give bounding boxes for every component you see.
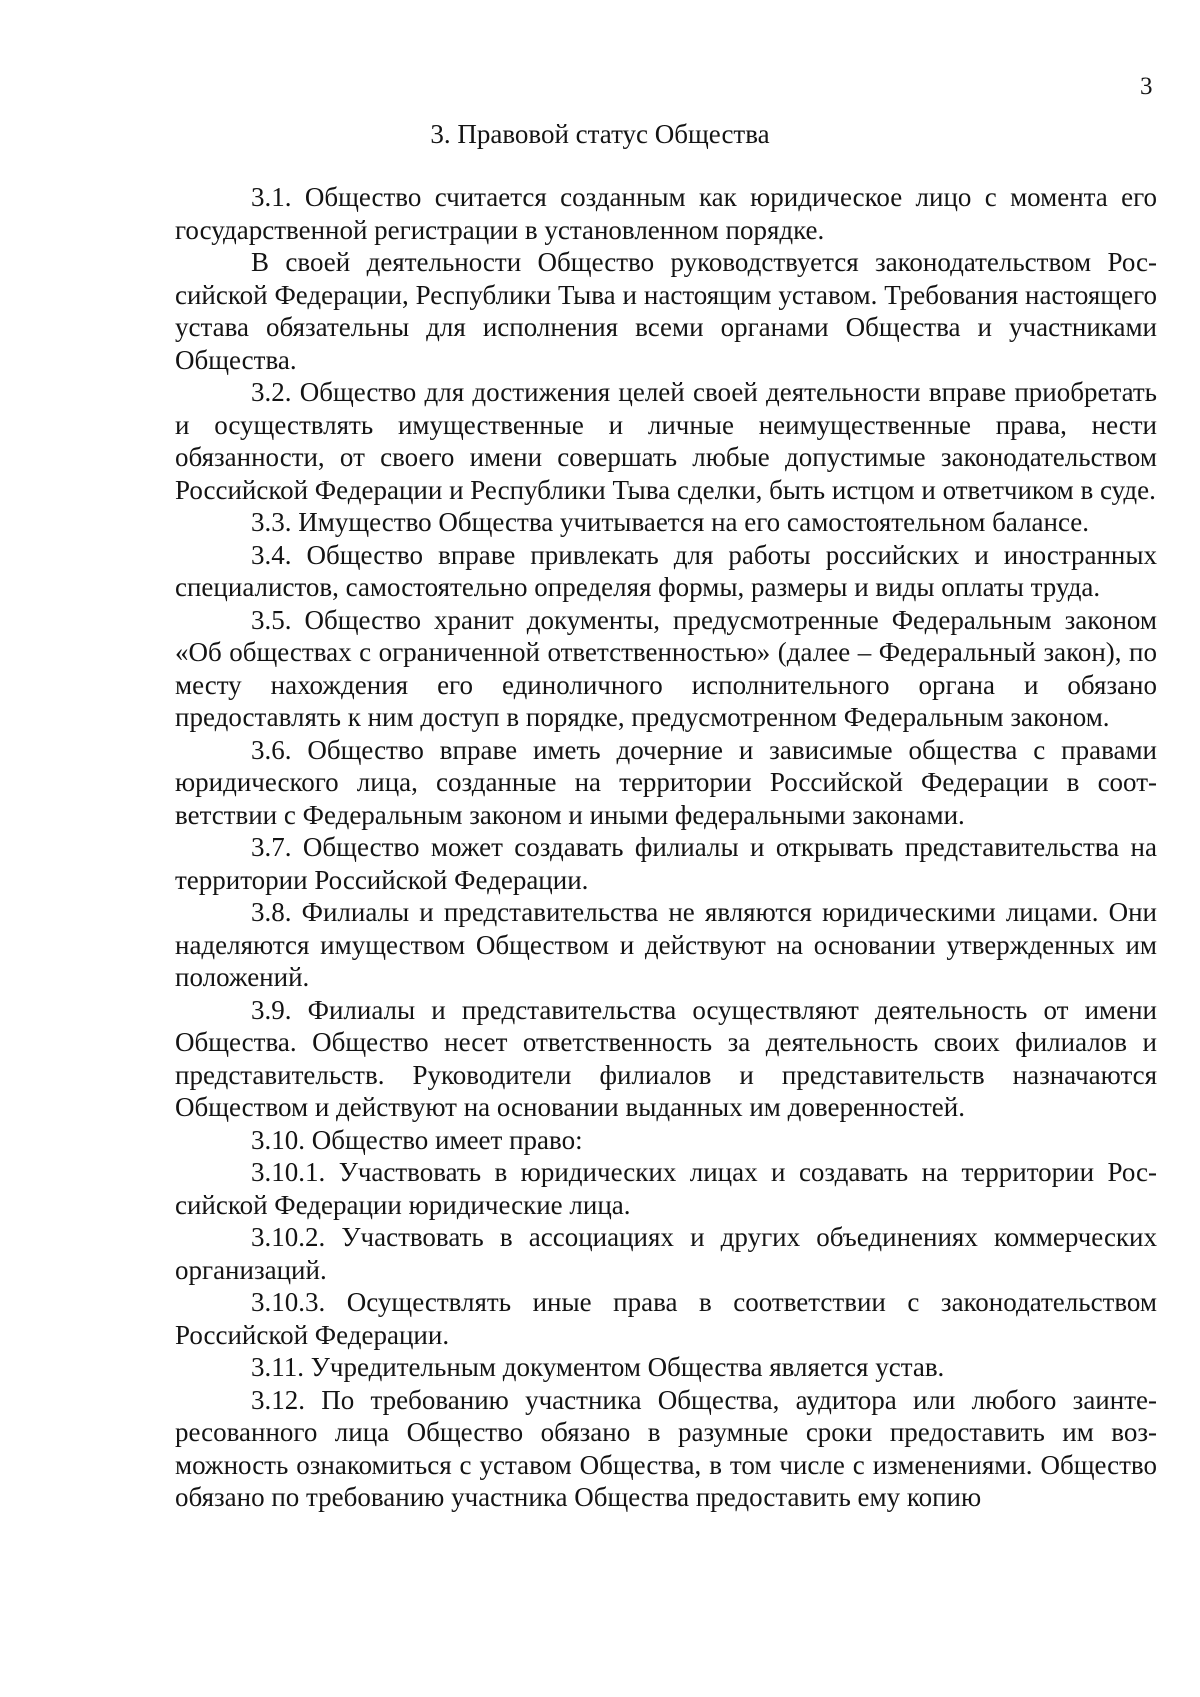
paragraph-3-10-1: 3.10.1. Участвовать в юридических лицах и создавать на территории Российской Федерации юридические лица. [175,1157,1157,1220]
section-title: 3. Правовой статус Общества [430,119,770,149]
paragraph-3-1: 3.1. Общество считается созданным как юридическое лицо с момента его государственной регистрации в установленном порядке. [175,182,1157,245]
document-body [175,181,1157,1514]
paragraph-3-8: 3.8. Филиалы и представительства не являются юридическими лицами. Они наделяются имуществом Обществом и действуют на основании утвержденных им положений. [175,897,1157,992]
paragraph-3-4: 3.4. Общество вправе привлекать для работы российских и иностранных специалистов, самостоятельно определяя формы, размеры и виды оплаты труда. [175,539,1157,602]
paragraph-3-1-legislation: В своей деятельности Общество руководствуется законодательством Российской Федерации, Республики Тыва и настоящим уставом. Требования настоящего устава обязательны для исполнения всеми органами Общества и участниками Общества. [175,247,1157,375]
paragraph-3-11: 3.11. Учредительным документом Общества является устав. [251,1352,945,1382]
paragraph-3-10-2: 3.10.2. Участвовать в ассоциациях и других объединениях коммерческих организаций. [175,1222,1157,1285]
paragraph-3-5: 3.5. Общество хранит документы, предусмотренные Федеральным законом «Об обществах с ограниченной ответственностью» (далее – Федеральный закон), по месту нахождения его единоличного исполнительного органа и обязано предоставлять к ним доступ в порядке, предусмотренном Федеральным законом. [175,604,1157,732]
page-number: 3 [1140,73,1153,100]
paragraph-3-9: 3.9. Филиалы и представительства осуществляют деятельность от имени Общества. Общество несет ответственность за деятельность своих филиалов и представительств. Руководители филиалов и представительств назначаются Обществом и действуют на основании выданных им доверенностей. [175,994,1157,1122]
paragraph-3-12: 3.12. По требованию участника Общества, аудитора или любого заинтересованного лица Общество обязано в разумные сроки предоставить им возможность ознакомиться с уставом Общества, в том числе с изменениями. Общество обязано по требованию участника Общества предоставить ему копию [175,1384,1157,1512]
paragraph-3-10-3: 3.10.3. Осуществлять иные права в соответствии с законодательством Российской Федерации. [175,1287,1157,1350]
paragraph-3-2: 3.2. Общество для достижения целей своей деятельности вправе приобретать и осуществлять имущественные и личные неимущественные права, нести обязанности, от своего имени совершать любые допустимые законодательством Российской Федерации и Республики Тыва сделки, быть истцом и ответчиком в суде. [175,377,1157,505]
paragraph-3-7: 3.7. Общество может создавать филиалы и открывать представительства на территории Российской Федерации. [175,832,1157,895]
paragraph-3-6: 3.6. Общество вправе иметь дочерние и зависимые общества с правами юридического лица, созданные на территории Российской Федерации в соответствии с Федеральным законом и иными федеральными законами. [175,734,1157,830]
paragraph-3-10: 3.10. Общество имеет право: [251,1124,583,1155]
paragraph-3-3: 3.3. Имущество Общества учитывается на его самостоятельном балансе. [251,507,1090,537]
